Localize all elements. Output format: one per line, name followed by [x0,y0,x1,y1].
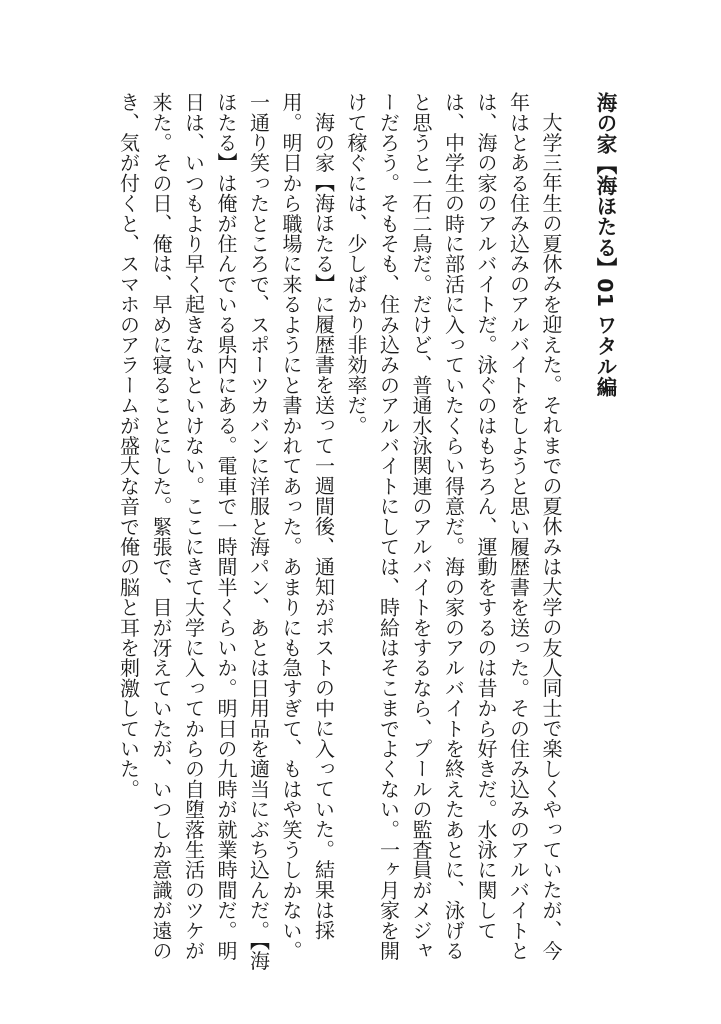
paragraph-2: 海の家【海ほたる】に履歴書を送って一週間後、通知がポストの中に入っていた。結果は採用。明日から職場に来るようにと書かれてあった。あまりにも急すぎて、もはや笑うしかない。一通り笑ったところで、スポーツカバンに洋服と海パン、あとは日用品を適当にぶち込んだ。【海ほたる】は俺が住んでいる県内にある。電車で一時間半くらいか。明日の九時が就業時間だ。明日は、いつもより早く起きないといけない。ここにきて大学に入ってからの自堕落生活のツケが来た。その日、俺は、早めに寝ることにした。緊張で、目が冴えていたが、いつしか意識が遠のき、気が付くと、スマホのアラームが盛大な音で俺の脳と耳を刺激していた。 [116,92,336,971]
vertical-text-block [112,92,621,972]
document-title: 海の家【海ほたる】01 ワタル編 [593,92,617,398]
paragraph-1: 大学三年生の夏休みを迎えた。それまでの夏休みは大学の友人同士で楽しくやっていたが、今年はとある住み込みのアルバイトをしようと思い履歴書を送った。その住み込みのアルバイトとは、海の家のアルバイトだ。泳ぐのはもちろん、運動をするのは昔から好きだ。水泳に関しては、中学生の時に部活に入っていたくらい得意だ。海の家のアルバイトを終えたあとに、泳げると思うと一石二鳥だ。だけど、普通水泳関連のアルバイトをするなら、プールの監査員がメジャーだろう。そもそも、住み込みのアルバイトにしては、時給はそこまでよくない。一ヶ月家を開けて稼ぐには、少しばかり非効率だ。 [344,92,563,961]
